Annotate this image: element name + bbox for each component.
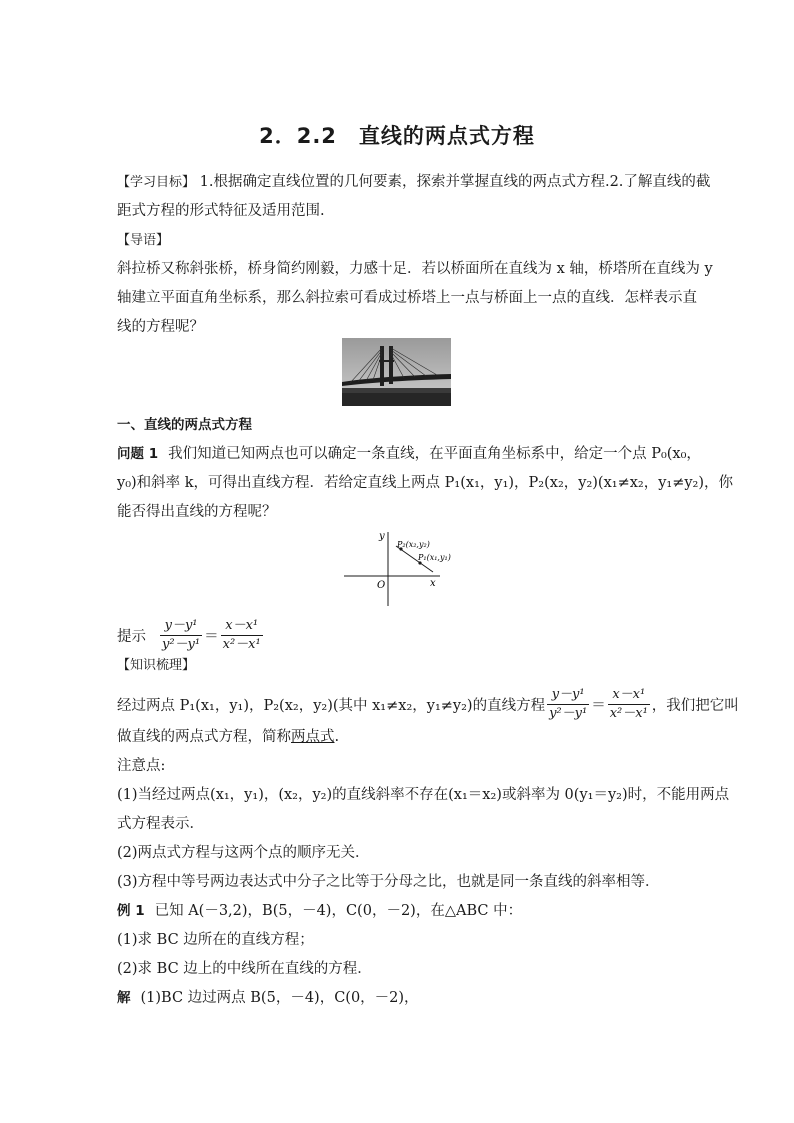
coordinate-figure xyxy=(340,528,460,610)
hint-tag: 提示 xyxy=(117,628,146,645)
intro-line-2: 轴建立平面直角坐标系，那么斜拉索可看成过桥塔上一点与桥面上一点的直线．怎样表示直 xyxy=(117,290,697,306)
example-1-tag: 例 1 xyxy=(117,903,145,919)
hint-numerator-left: y－y¹ xyxy=(160,617,202,636)
bridge-photo xyxy=(342,338,451,406)
hint-denominator-left: y²－y¹ xyxy=(162,636,201,652)
learning-objectives xyxy=(117,168,713,342)
example-1-question-1: (1)求 BC 边所在的直线方程； xyxy=(117,932,314,948)
origin-label: O xyxy=(377,580,386,591)
question-1-line-2: y₀)和斜率 k，可得出直线方程．若给定直线上两点 P₁(x₁，y₁)，P₂(x₂，y₂)(x₁≠x₂，y₁≠y₂)，你 xyxy=(117,475,734,491)
objectives-line-1: 1.根据确定直线位置的几何要素，探索并掌握直线的两点式方程.2.了解直线的截 xyxy=(199,174,711,190)
hint-denominator-right: x²－x¹ xyxy=(222,636,261,652)
formula-numerator-left: y－y¹ xyxy=(547,686,589,705)
knowledge-line-2-pre: 做直线的两点式方程，简称 xyxy=(117,729,291,745)
question-1-line-1: 我们知道已知两点也可以确定一条直线，在平面直角坐标系中，给定一个点 P₀(x₀， xyxy=(168,446,701,462)
knowledge-text-pre: 经过两点 P₁(x₁，y₁)，P₂(x₂，y₂)(其中 x₁≠x₂，y₁≠y₂)的直线方程 xyxy=(117,697,546,714)
intro-line-3: 线的方程呢？ xyxy=(117,319,204,335)
objectives-line-2: 距式方程的形式特征及适用范围. xyxy=(117,203,325,219)
solution-text: (1)BC 边过两点 B(5，－4)，C(0，－2)， xyxy=(140,990,419,1006)
knowledge-text-post: ，我们把它叫 xyxy=(651,697,739,714)
page-title: 2．2.2 直线的两点式方程 xyxy=(259,124,535,148)
formula-fraction-left xyxy=(547,686,589,723)
p1-label: P₁(x₁,y₁) xyxy=(418,553,451,562)
example-1-text: 已知 A(－3,2)，B(5，－4)，C(0，－2)，在△ABC 中： xyxy=(154,903,523,919)
y-axis-label: y xyxy=(379,531,385,542)
knowledge-line-2-post: . xyxy=(334,729,340,745)
objectives-tag: 【学习目标】 xyxy=(117,175,196,190)
x-axis-label: x xyxy=(430,578,436,589)
formula-denominator-right: x²－x¹ xyxy=(609,705,648,721)
formula-fraction-right xyxy=(608,686,650,723)
solution-tag: 解 xyxy=(117,990,131,1006)
note-1-line-1: (1)当经过两点(x₁，y₁)，(x₂，y₂)的直线斜率不存在(x₁＝x₂)或斜率为 0(y₁＝y₂)时，不能用两点 xyxy=(117,787,730,803)
intro-line-1: 斜拉桥又称斜张桥，桥身简约刚毅，力感十足．若以桥面所在直线为 x 轴，桥塔所在直线为 y xyxy=(117,261,713,277)
knowledge-tag: 【知识梳理】 xyxy=(117,658,196,673)
notes-tag: 注意点: xyxy=(117,758,166,774)
two-point-form-term: 两点式 xyxy=(291,729,335,745)
formula-equals: ＝ xyxy=(591,697,606,714)
formula-denominator-left: y²－y¹ xyxy=(549,705,588,721)
hint-numerator-right: x－x¹ xyxy=(221,617,263,636)
note-2: (2)两点式方程与这两个点的顺序无关． xyxy=(117,845,370,861)
question-1-tag: 问题 1 xyxy=(117,446,159,462)
hint-fraction-left xyxy=(160,617,202,654)
hint-row xyxy=(117,614,265,656)
example-1-question-2: (2)求 BC 边上的中线所在直线的方程． xyxy=(117,961,372,977)
note-3: (3)方程中等号两边表达式中分子之比等于分母之比，也就是同一条直线的斜率相等． xyxy=(117,874,660,890)
p2-label: P₂(x₂,y₂) xyxy=(397,540,430,549)
two-point-form-statement xyxy=(117,683,739,725)
notes-and-example xyxy=(117,723,730,1013)
section-two-point-form xyxy=(117,411,734,527)
note-1-line-2: 式方程表示． xyxy=(117,816,204,832)
formula-numerator-right: x－x¹ xyxy=(608,686,650,705)
knowledge-heading xyxy=(117,651,679,680)
section-heading: 一、直线的两点式方程 xyxy=(117,417,252,433)
question-1-line-3: 能否得出直线的方程呢？ xyxy=(117,504,277,520)
hint-fraction-right xyxy=(221,617,263,654)
intro-tag: 【导语】 xyxy=(117,233,170,248)
hint-equals: ＝ xyxy=(204,628,219,645)
